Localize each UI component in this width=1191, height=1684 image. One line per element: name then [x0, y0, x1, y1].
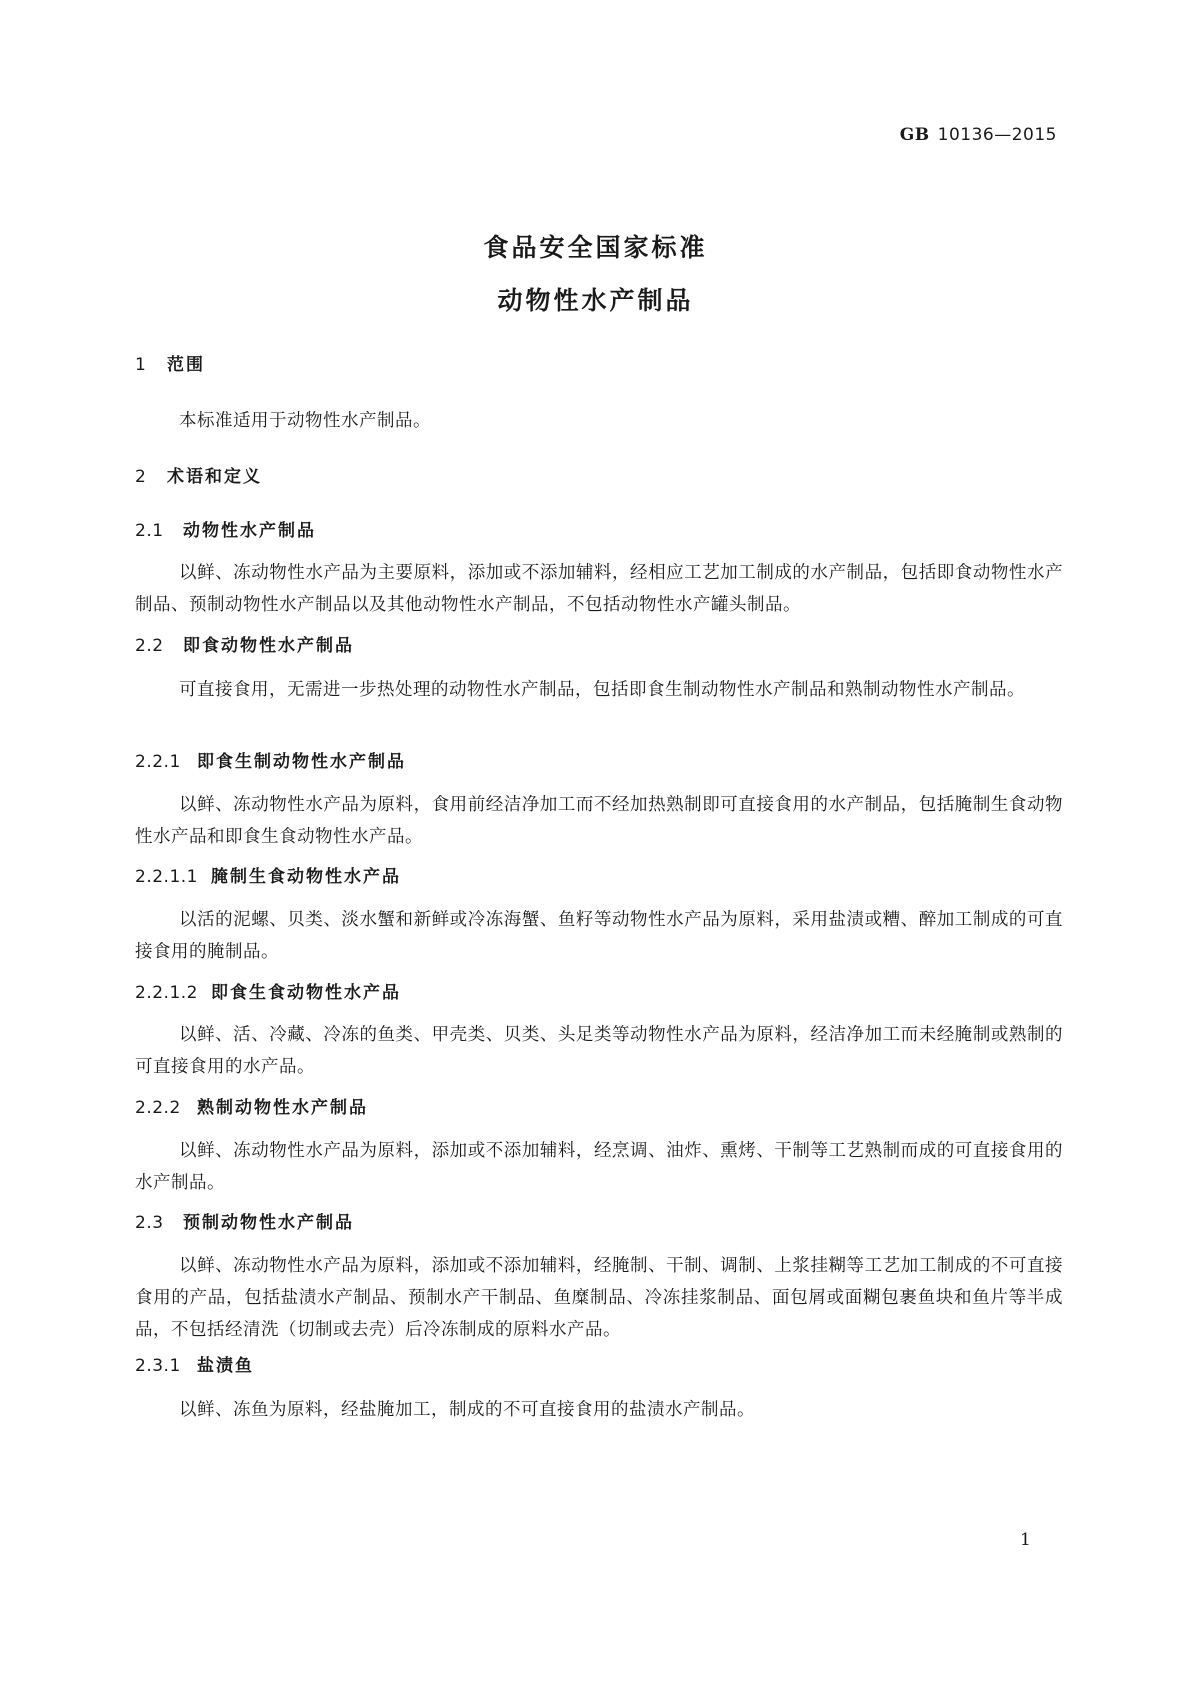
paragraph-text: 以活的泥螺、贝类、淡水蟹和新鲜或冷冻海蟹、鱼籽等动物性水产品为原料，采用盐渍或糟、醉加工制成的可直接食用的腌制品。 — [135, 910, 1063, 962]
standard-code — [900, 125, 1057, 145]
section-number: 2.3.1 — [135, 1356, 181, 1376]
section-title: 即食动物性水产制品 — [183, 636, 354, 656]
paragraph-text: 以鲜、冻鱼为原料，经盐腌加工，制成的不可直接食用的盐渍水产制品。 — [179, 1400, 755, 1420]
section-2-2-1-2-text — [135, 1019, 1063, 1083]
section-title: 熟制动物性水产制品 — [197, 1098, 368, 1118]
section-title: 预制动物性水产制品 — [183, 1213, 354, 1233]
section-2-2-1-1-text — [135, 904, 1063, 968]
section-2-3-text — [135, 1250, 1063, 1346]
standard-number: 10136—2015 — [937, 125, 1057, 145]
section-2-heading — [135, 467, 262, 487]
section-number: 2 — [135, 467, 147, 487]
section-2-2-heading — [135, 636, 354, 656]
section-1-heading — [135, 355, 205, 375]
standard-prefix: GB — [899, 125, 930, 145]
section-2-2-1-2-heading — [135, 983, 401, 1003]
section-2-3-1-heading — [135, 1356, 254, 1376]
paragraph-text: 以鲜、冻动物性水产品为原料，添加或不添加辅料，经烹调、油炸、熏烤、干制等工艺熟制而成的可直接食用的水产制品。 — [135, 1141, 1063, 1193]
section-2-1-text — [135, 557, 1063, 621]
section-title: 腌制生食动物性水产品 — [211, 867, 401, 887]
section-number: 2.2 — [135, 636, 164, 656]
paragraph-text: 以鲜、冻动物性水产品为原料，食用前经洁净加工而不经加热熟制即可直接食用的水产制品，包括腌制生食动物性水产品和即食生食动物性水产品。 — [135, 795, 1063, 847]
document-title-line2: 动物性水产制品 — [497, 286, 694, 315]
section-number: 2.2.1 — [135, 752, 181, 772]
page-number: 1 — [1020, 1530, 1031, 1550]
section-title: 术语和定义 — [167, 467, 262, 487]
section-title: 动物性水产制品 — [183, 521, 316, 541]
section-number: 2.2.1.1 — [135, 867, 198, 887]
document-title-line1: 食品安全国家标准 — [483, 233, 708, 262]
section-1-text — [135, 405, 1063, 437]
section-title: 即食生制动物性水产制品 — [197, 752, 406, 772]
section-number: 2.2.2 — [135, 1098, 181, 1118]
paragraph-text: 以鲜、冻动物性水产品为主要原料，添加或不添加辅料，经相应工艺加工制成的水产制品，包括即食动物性水产制品、预制动物性水产制品以及其他动物性水产制品，不包括动物性水产罐头制品。 — [135, 563, 1063, 615]
section-number: 1 — [135, 355, 147, 375]
section-number: 2.1 — [135, 521, 164, 541]
section-2-1-heading — [135, 521, 316, 541]
paragraph-text: 可直接食用，无需进一步热处理的动物性水产制品，包括即食生制动物性水产制品和熟制动物性水产制品。 — [179, 680, 1025, 700]
paragraph-text: 以鲜、活、冷藏、冷冻的鱼类、甲壳类、贝类、头足类等动物性水产品为原料，经洁净加工而未经腌制或熟制的可直接食用的水产品。 — [135, 1025, 1063, 1077]
paragraph-text: 本标准适用于动物性水产制品。 — [179, 411, 431, 431]
section-title: 即食生食动物性水产品 — [211, 983, 401, 1003]
section-number: 2.3 — [135, 1213, 164, 1233]
section-2-2-1-text — [135, 789, 1063, 853]
section-2-3-1-text — [135, 1394, 1063, 1426]
section-title: 盐渍鱼 — [197, 1356, 254, 1376]
section-2-2-2-text — [135, 1135, 1063, 1199]
section-2-2-2-heading — [135, 1098, 368, 1118]
section-title: 范围 — [167, 355, 205, 375]
section-number: 2.2.1.2 — [135, 983, 198, 1003]
section-2-2-1-heading — [135, 752, 406, 772]
section-2-2-text — [135, 674, 1063, 706]
section-2-3-heading — [135, 1213, 354, 1233]
paragraph-text: 以鲜、冻动物性水产品为原料，添加或不添加辅料，经腌制、干制、调制、上浆挂糊等工艺加工制成的不可直接食用的产品，包括盐渍水产制品、预制水产干制品、鱼糜制品、冷冻挂浆制品、面包屑或面糊包裹鱼块和鱼片等半成品，不包括经清洗（切制或去壳）后冷冻制成的原料水产品。 — [135, 1256, 1063, 1340]
section-2-2-1-1-heading — [135, 867, 401, 887]
